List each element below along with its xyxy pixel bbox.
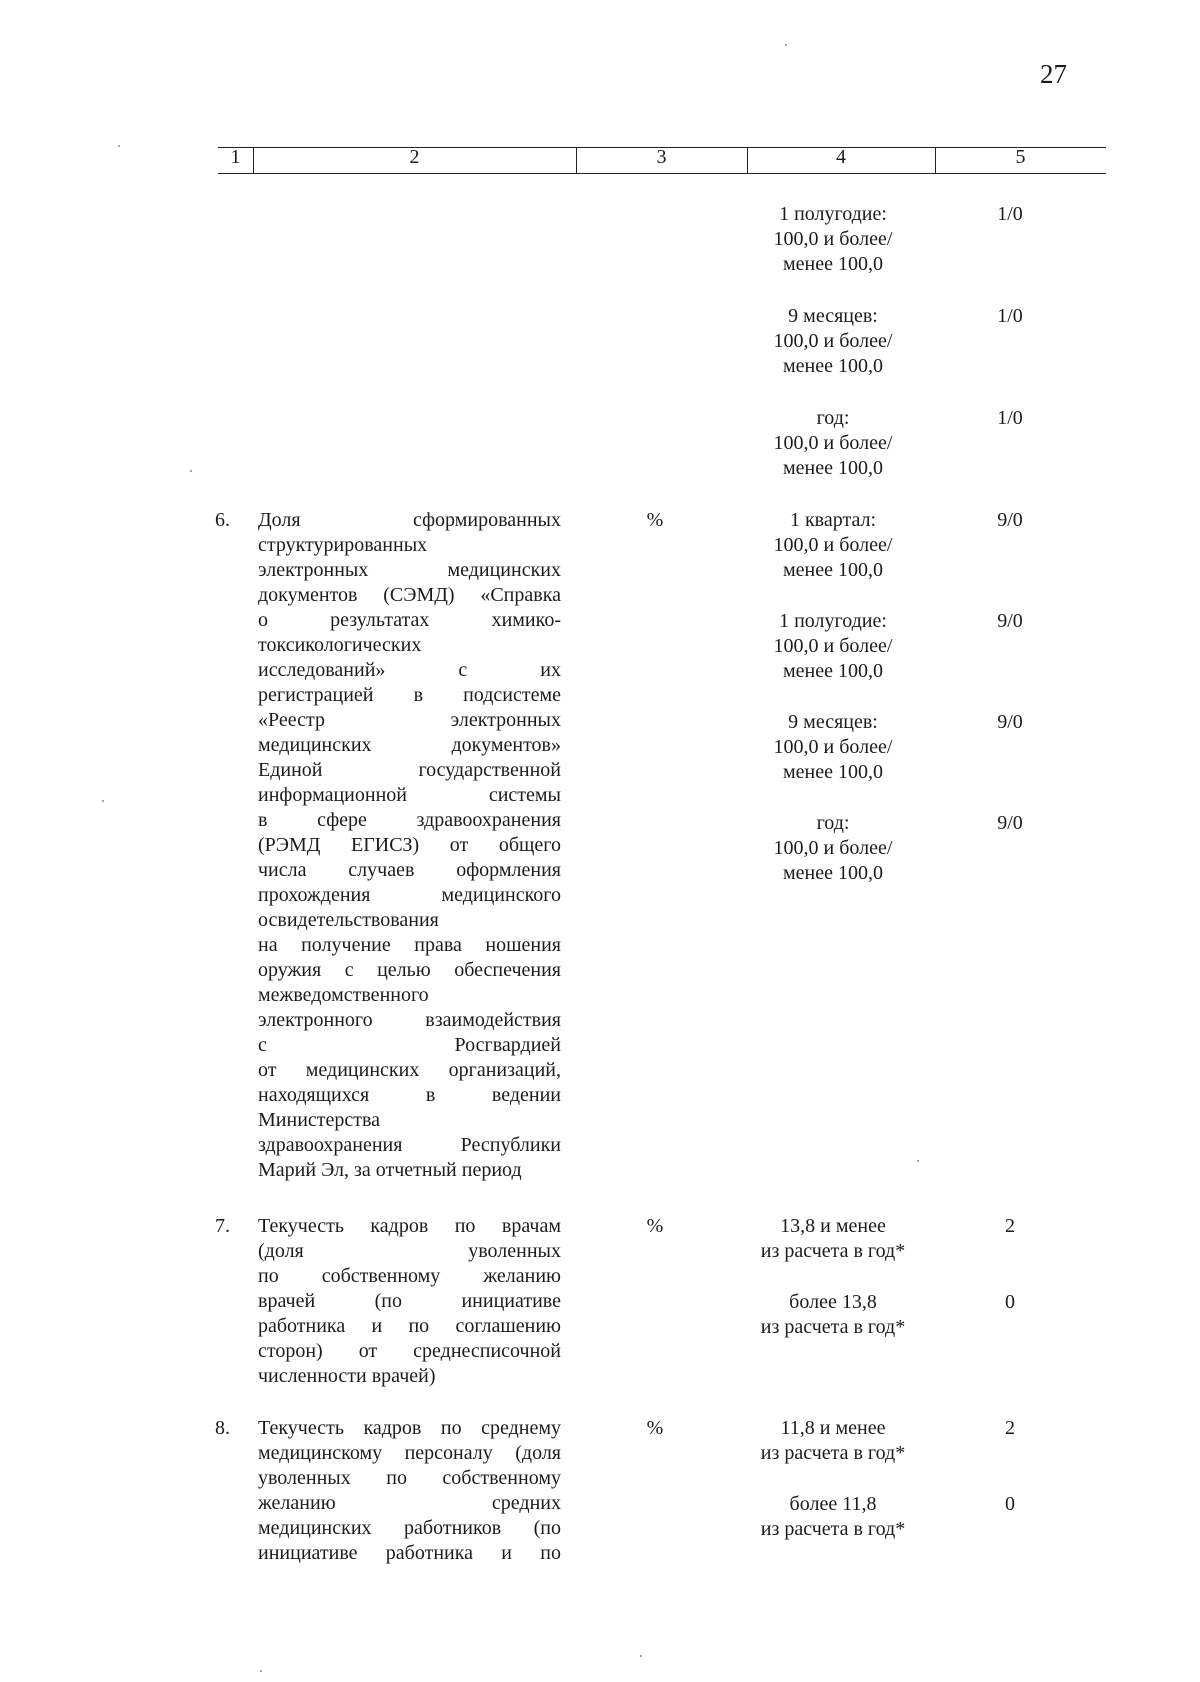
criteria-line: менее 100,0 [783, 355, 883, 377]
description-line: с Росгвардией [258, 1034, 561, 1056]
header-col-5: 5 [1015, 146, 1026, 168]
criteria-block [728, 1492, 938, 1542]
row-number: 8. [215, 1417, 230, 1439]
unit: % [646, 1417, 664, 1439]
criteria-block [728, 1214, 938, 1264]
criteria-block [728, 710, 938, 785]
criteria-line: более 13,8 [789, 1291, 877, 1313]
description-line: по собственному желанию [258, 1265, 561, 1287]
description-line: сторон) от среднесписочной [258, 1340, 561, 1362]
description-line: медицинских работников (по [258, 1517, 561, 1539]
score: 1/0 [997, 203, 1023, 225]
header-col-3: 3 [656, 146, 667, 168]
score: 1/0 [997, 305, 1023, 327]
score: 9/0 [997, 812, 1023, 834]
criteria-line: из расчета в год* [760, 1442, 906, 1464]
description-line: медицинских документов» [258, 734, 561, 756]
scan-speck [260, 1670, 262, 1672]
description-line: электронных медицинских [258, 559, 561, 581]
scan-speck [785, 44, 787, 46]
header-col-1: 1 [230, 146, 241, 168]
criteria-line: 9 месяцев: [788, 711, 878, 733]
score: 0 [1005, 1291, 1015, 1313]
description-line: межведомственного [258, 984, 429, 1006]
description-line: в сфере здравоохранения [258, 809, 561, 831]
criteria-line: 11,8 и менее [780, 1417, 886, 1439]
score: 1/0 [997, 407, 1023, 429]
scan-speck [190, 470, 192, 472]
description-line: здравоохранения Республики [258, 1134, 561, 1156]
criteria-block [728, 609, 938, 684]
description-line: токсикологических [258, 634, 422, 656]
score: 2 [1005, 1417, 1015, 1439]
description-line: освидетельствования [258, 909, 439, 931]
description-line: находящихся в ведении [258, 1084, 561, 1106]
description-line: на получение права ношения [258, 934, 561, 956]
criteria-line: 100,0 и более/ [773, 330, 893, 352]
criteria-block [728, 1416, 938, 1466]
scan-speck [118, 145, 120, 147]
criteria-line: менее 100,0 [783, 457, 883, 479]
criteria-line: менее 100,0 [783, 761, 883, 783]
header-bottom-rule [218, 173, 1106, 174]
description-line: документов (СЭМД) «Справка [258, 584, 561, 606]
criteria-line: 1 полугодие: [779, 610, 887, 632]
score: 9/0 [997, 610, 1023, 632]
score: 2 [1005, 1215, 1015, 1237]
description-line: числа случаев оформления [258, 859, 561, 881]
scan-speck [640, 1655, 642, 1657]
header-col-4: 4 [836, 146, 846, 168]
description-line: инициативе работника и по [258, 1542, 561, 1564]
description-line: численности врачей) [258, 1365, 436, 1387]
description-line: Министерства [258, 1109, 381, 1131]
description-line: врачей (по инициативе [258, 1290, 561, 1312]
criteria-line: менее 100,0 [783, 660, 883, 682]
criteria-block [728, 202, 938, 277]
description-line: «Реестр электронных [258, 709, 561, 731]
scan-speck [917, 1160, 919, 1162]
header-col-2: 2 [409, 146, 420, 168]
criteria-line: менее 100,0 [783, 253, 883, 275]
criteria-line: 100,0 и более/ [773, 837, 893, 859]
description-line: медицинскому персоналу (доля [258, 1442, 561, 1464]
description-line: информационной системы [258, 784, 561, 806]
description-line: исследований» с их [258, 659, 561, 681]
description-line: желанию средних [258, 1492, 561, 1514]
criteria-block [728, 811, 938, 886]
criteria-line: 100,0 и более/ [773, 736, 893, 758]
criteria-block [728, 1290, 938, 1340]
description-line: оружия с целью обеспечения [258, 959, 561, 981]
unit: % [646, 509, 664, 531]
criteria-line: 100,0 и более/ [773, 635, 893, 657]
criteria-line: 100,0 и более/ [773, 432, 893, 454]
row-number: 6. [215, 509, 230, 531]
criteria-block [728, 406, 938, 481]
row-description [258, 508, 561, 1183]
criteria-line: 100,0 и более/ [773, 534, 893, 556]
scan-speck [102, 800, 104, 802]
criteria-line: более 11,8 [789, 1493, 877, 1515]
description-line: Текучесть кадров по среднему [258, 1417, 561, 1439]
description-line: Доля сформированных [258, 509, 561, 531]
description-line: Текучесть кадров по врачам [258, 1215, 561, 1237]
row-description [258, 1416, 561, 1566]
description-line: прохождения медицинского [258, 884, 561, 906]
description-line: структурированных [258, 534, 428, 556]
description-line: (доля уволенных [258, 1240, 561, 1262]
page-number: 27 [1040, 59, 1067, 89]
description-line: о результатах химико- [258, 609, 561, 631]
criteria-line: 100,0 и более/ [773, 228, 893, 250]
row-number: 7. [215, 1215, 230, 1237]
criteria-line: из расчета в год* [760, 1240, 906, 1262]
description-line: (РЭМД ЕГИСЗ) от общего [258, 834, 561, 856]
criteria-line: из расчета в год* [760, 1518, 906, 1540]
criteria-line: 13,8 и менее [780, 1215, 886, 1237]
score: 9/0 [997, 711, 1023, 733]
description-line: Единой государственной [258, 759, 561, 781]
score: 9/0 [997, 509, 1023, 531]
criteria-line: год: [816, 407, 850, 429]
unit: % [646, 1215, 664, 1237]
criteria-line: менее 100,0 [783, 559, 883, 581]
score: 0 [1005, 1493, 1015, 1515]
criteria-line: из расчета в год* [760, 1316, 906, 1338]
criteria-line: год: [816, 812, 850, 834]
criteria-block [728, 304, 938, 379]
criteria-line: менее 100,0 [783, 862, 883, 884]
description-line: Марий Эл, за отчетный период [258, 1159, 522, 1181]
description-line: уволенных по собственному [258, 1467, 561, 1489]
criteria-line: 9 месяцев: [788, 305, 878, 327]
criteria-block [728, 508, 938, 583]
row-description [258, 1214, 561, 1389]
description-line: электронного взаимодействия [258, 1009, 561, 1031]
description-line: от медицинских организаций, [258, 1059, 561, 1081]
criteria-line: 1 полугодие: [779, 203, 887, 225]
description-line: работника и по соглашению [258, 1315, 561, 1337]
description-line: регистрацией в подсистеме [258, 684, 561, 706]
criteria-line: 1 квартал: [789, 509, 877, 531]
